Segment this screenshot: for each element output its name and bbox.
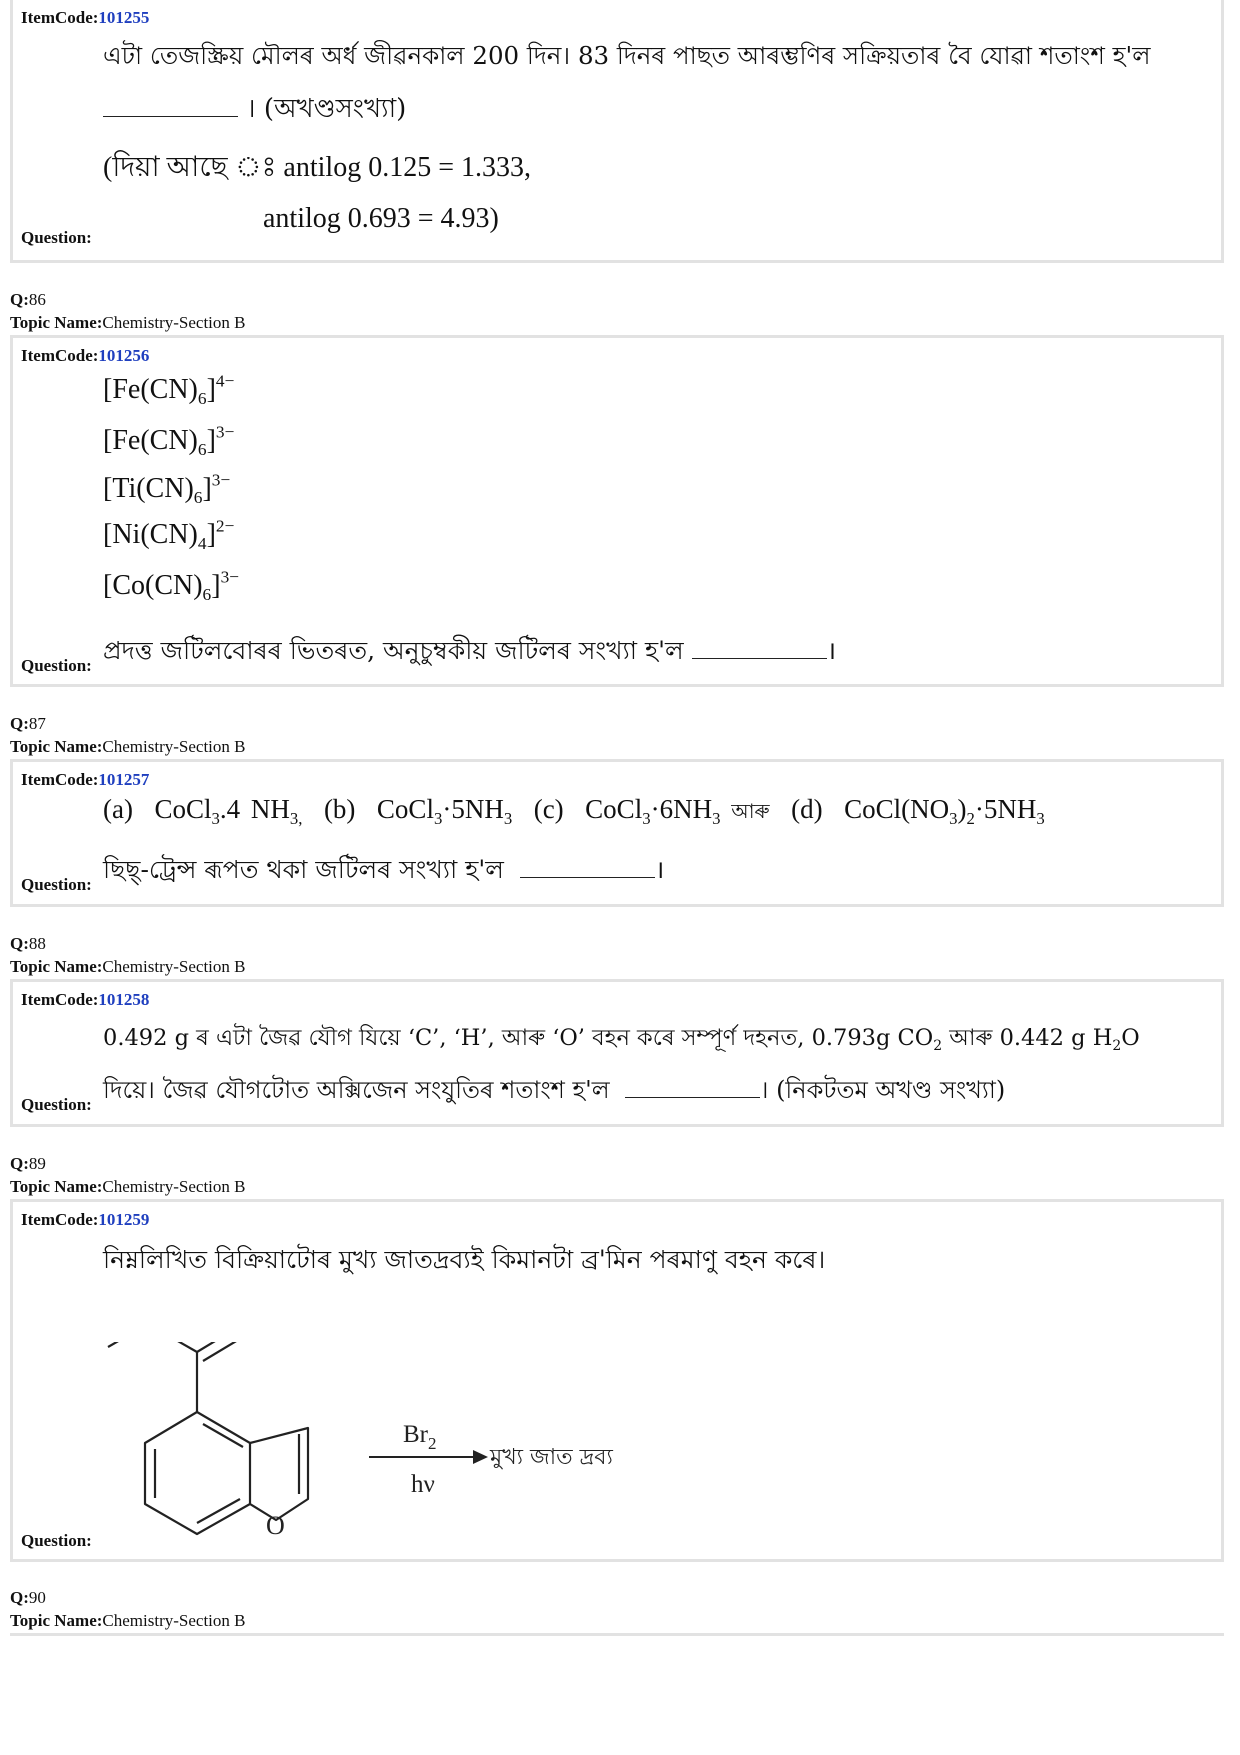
complex-3: $[Ti(CN)_6]^{3-}$ [103,470,231,508]
q-number: Q:89 [10,1154,46,1173]
question-card-101257 [10,759,1224,907]
topic-name: Topic Name:Chemistry-Section B [10,1177,246,1196]
divider [10,1633,1224,1636]
question-label: Question: [21,656,92,675]
answer-blank [103,96,238,117]
item-code-value: 101257 [98,770,150,789]
given-line-2: antilog 0.693 = 4.93) [263,203,499,234]
item-code-label: ItemCode:101258 [21,990,150,1009]
question-label: Question: [21,1095,92,1114]
question-label: Question: [21,875,92,894]
question-label: Question: [21,1531,92,1550]
item-code-value: 101255 [98,8,150,27]
reagent-label: $Br_2$ [403,1421,437,1453]
item-code-label: ItemCode:101259 [21,1210,150,1229]
given-line-1: (দিয়া আছে ঃ antilog 0.125 = 1.333, [103,152,531,183]
item-code-label: ItemCode:101255 [21,8,150,27]
item-code-value: 101258 [98,990,150,1009]
question-card-101258 [10,979,1224,1127]
q-number: Q:90 [10,1588,46,1607]
question-text: প্ৰদত্ত জটিলবোৰৰ ভিতৰত, অনুচুম্বকীয় জটিলৰ সংখ্যা হ'ল । [103,636,837,665]
options-line: (a) CoCl$_3$.4 $NH_{3,}$ (b) $CoCl_3\cdot 5NH_3$ (c) $CoCl_3\cdot 6NH_3$ আৰু (d) $CoCl(NO_3)_2\cdot 5NH_3$ [103,794,1045,828]
complex-1: $[Fe(CN)_6]^{4-}$ [103,371,235,409]
complex-2: $[Fe(CN)_6]^{3-}$ [103,422,235,460]
answer-blank [692,638,827,659]
question-card-101259 [10,1199,1224,1562]
question-card-101256 [10,335,1224,687]
question-line-2: দিয়ে। জৈৱ যৌগটোত অক্সিজেন সংযুতিৰ শতাংশ হ'ল । (নিকটতম অখণ্ড সংখ্যা) [103,1076,1006,1104]
question-label: Question: [21,228,92,247]
q-number: Q:88 [10,934,46,953]
topic-name: Topic Name:Chemistry-Section B [10,313,246,332]
q-number: Q:87 [10,714,46,733]
question-text: নিম্নলিখিত বিক্ৰিয়াটোৰ মুখ্য জাতদ্ৰব্যই কিমানটা ব্ৰ'মিন পৰমাণু বহন কৰে। [103,1245,826,1274]
item-code-label: ItemCode:101256 [21,346,150,365]
item-code-label: ItemCode:101257 [21,770,150,789]
item-code-value: 101256 [98,346,150,365]
question-card-101255 [10,0,1224,263]
q-number: Q:86 [10,290,46,309]
product-label: মুখ্য জাত দ্ৰব্য [490,1445,613,1470]
answer-blank [625,1077,760,1098]
question-text: ছিছ্-ট্ৰেন্স ৰূপত থকা জটিলৰ সংখ্যা হ'ল । [103,855,665,884]
item-code-value: 101259 [98,1210,150,1229]
oxygen-atom: O [266,1511,285,1540]
benzofuran-structure [108,1342,308,1534]
arrow-head [473,1450,488,1464]
topic-name: Topic Name:Chemistry-Section B [10,737,246,756]
complex-5: $[Co(CN)_6]^{3-}$ [103,567,240,605]
topic-name: Topic Name:Chemistry-Section B [10,1611,246,1630]
question-line-1: 0.492 g ৰ এটা জৈৱ যৌগ যিয়ে ‘C’, ‘H’, আৰু ‘O’ বহন কৰে সম্পূৰ্ণ দহনত, 0.793g $CO_2$ আৰু 0.442 g $H_2O$ [103,1025,1140,1054]
complex-4: $[Ni(CN)_4]^{2-}$ [103,516,235,554]
answer-blank [520,857,655,878]
question-line-1: এটা তেজস্ক্ৰিয় মৌলৰ অৰ্ধ জীৱনকাল 200 দিন। 83 দিনৰ পাছত আৰম্ভণিৰ সক্ৰিয়তাৰ বৈ যোৱা শতাংশ হ'ল [103,41,1151,70]
condition-label: hν [411,1471,435,1498]
question-line-2: । (অখণ্ডসংখ্যা) [103,88,406,132]
topic-name: Topic Name:Chemistry-Section B [10,957,246,976]
reaction-scheme [103,1342,803,1562]
